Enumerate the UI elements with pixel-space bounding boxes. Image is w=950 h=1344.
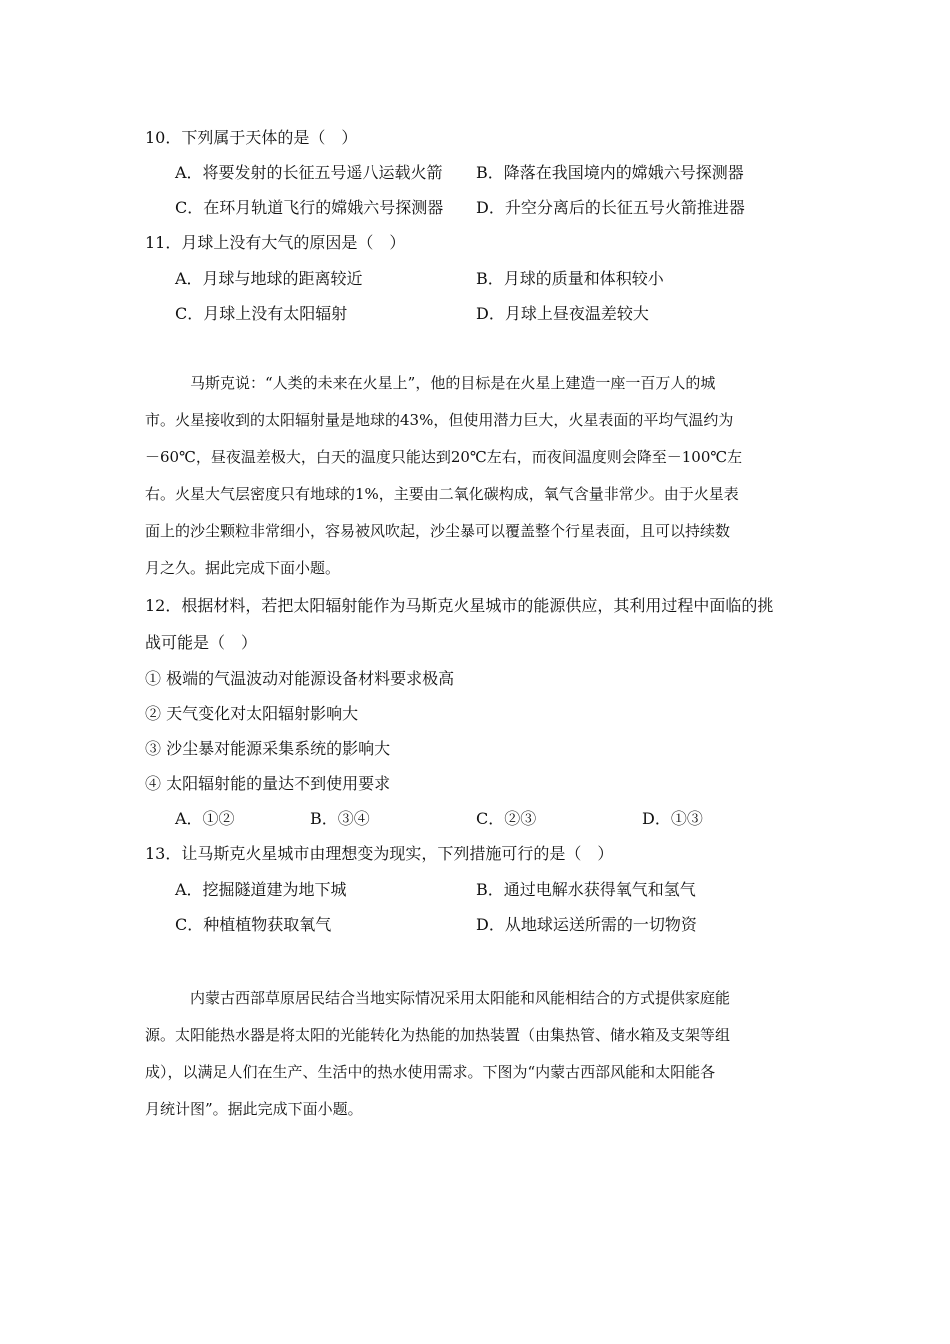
q13-option-c: C．种植植物获取氧气 — [175, 915, 332, 934]
q12-statement-4: ④ 太阳辐射能的量达不到使用要求 — [145, 774, 391, 793]
passage-inner-mongolia-line: 源。太阳能热水器是将太阳的光能转化为热能的加热装置（由集热管、储水箱及支架等组 — [145, 1026, 731, 1044]
q12-option-b: B．③④ — [310, 809, 370, 828]
passage-mars-line: 右。火星大气层密度只有地球的1%，主要由二氧化碳构成，氧气含量非常少。由于火星表 — [145, 485, 739, 503]
passage-mars-line: －60℃，昼夜温差极大，白天的温度只能达到20℃左右，而夜间温度则会降至－100℃左 — [145, 448, 743, 466]
passage-inner-mongolia-line: 月统计图”。据此完成下面小题。 — [145, 1100, 363, 1118]
q13-stem: 13．让马斯克火星城市由理想变为现实，下列措施可行的是（ ） — [145, 844, 614, 863]
q10-stem: 10．下列属于天体的是（ ） — [145, 128, 358, 147]
q13-option-b: B．通过电解水获得氧气和氢气 — [476, 880, 696, 899]
q12-stem-line1: 12．根据材料，若把太阳辐射能作为马斯克火星城市的能源供应，其利用过程中面临的挑 — [145, 596, 774, 615]
q13-option-a: A．挖掘隧道建为地下城 — [175, 880, 347, 899]
passage-mars — [145, 365, 805, 587]
q10-option-d: D．升空分离后的长征五号火箭推进器 — [476, 198, 745, 217]
q12-option-c: C．②③ — [476, 809, 537, 828]
q10-option-c: C．在环月轨道飞行的嫦娥六号探测器 — [175, 198, 444, 217]
q12-stem-line2: 战可能是（ ） — [145, 633, 258, 652]
q11-option-c: C．月球上没有太阳辐射 — [175, 304, 348, 323]
passage-mars-line: 月之久。据此完成下面小题。 — [145, 559, 341, 577]
passage-mars-line: 马斯克说：“人类的未来在火星上”，他的目标是在火星上建造一座一百万人的城 — [190, 374, 716, 392]
q11-option-d: D．月球上昼夜温差较大 — [476, 304, 649, 323]
q12-option-d: D．①③ — [642, 809, 703, 828]
q11-stem: 11．月球上没有大气的原因是（ ） — [145, 233, 406, 252]
q12-statement-2: ② 天气变化对太阳辐射影响大 — [145, 704, 359, 723]
passage-mars-line: 面上的沙尘颗粒非常细小，容易被风吹起，沙尘暴可以覆盖整个行星表面，且可以持续数 — [145, 522, 731, 540]
passage-inner-mongolia-line: 内蒙古西部草原居民结合当地实际情况采用太阳能和风能相结合的方式提供家庭能 — [190, 989, 731, 1007]
q12-option-a: A．①② — [175, 809, 235, 828]
q11-option-b: B．月球的质量和体积较小 — [476, 269, 664, 288]
passage-mars-line: 市。火星接收到的太阳辐射量是地球的43%，但使用潜力巨大，火星表面的平均气温约为 — [145, 411, 734, 429]
q11-option-a: A．月球与地球的距离较近 — [175, 269, 363, 288]
passage-inner-mongolia — [145, 980, 805, 1128]
q10-option-b: B．降落在我国境内的嫦娥六号探测器 — [476, 163, 744, 182]
q12-statement-1: ① 极端的气温波动对能源设备材料要求极高 — [145, 669, 455, 688]
q13-option-d: D．从地球运送所需的一切物资 — [476, 915, 697, 934]
q12-statement-3: ③ 沙尘暴对能源采集系统的影响大 — [145, 739, 391, 758]
passage-inner-mongolia-line: 成），以满足人们在生产、生活中的热水使用需求。下图为“内蒙古西部风能和太阳能各 — [145, 1063, 716, 1081]
q10-option-a: A．将要发射的长征五号遥八运载火箭 — [175, 163, 443, 182]
